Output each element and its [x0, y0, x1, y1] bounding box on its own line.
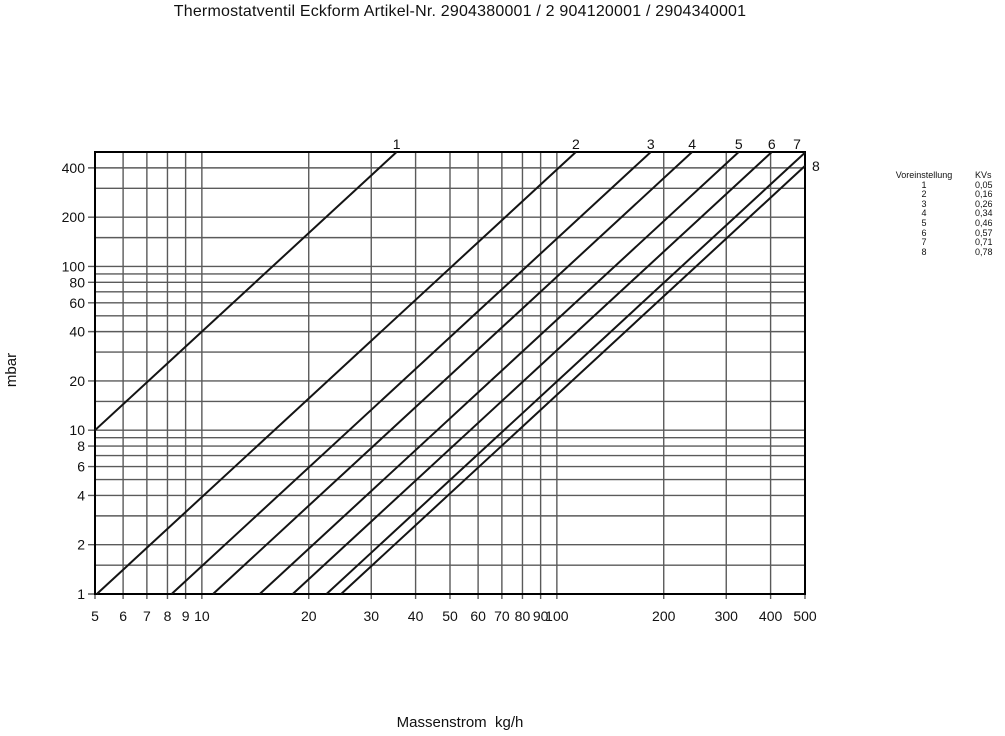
y-tick-label: 20 [69, 372, 85, 389]
x-tick-label: 100 [545, 608, 569, 624]
curve-label-5: 5 [734, 136, 743, 152]
y-tick-label: 200 [61, 209, 85, 226]
legend-kvs-value: 0,46 [975, 217, 993, 228]
x-tick-label: 30 [363, 608, 380, 624]
curve-line-7 [327, 153, 806, 594]
x-axis-title: Massenstrom kg/h [396, 714, 524, 731]
legend-kvs-value: 0,78 [975, 246, 993, 257]
legend-voreinstellung-value: 7 [921, 237, 927, 248]
x-tick-label: 500 [793, 608, 817, 624]
y-tick-label: 1 [77, 586, 85, 602]
legend-kvs-value: 0,16 [975, 189, 993, 200]
legend-voreinstellung-value: 4 [921, 208, 927, 219]
y-axis-title: mbar [3, 352, 20, 388]
legend-kvs-value: 0,26 [975, 198, 993, 209]
curve-line-8 [341, 166, 805, 594]
y-tick-label: 10 [69, 422, 85, 439]
y-tick-label: 8 [77, 438, 85, 455]
legend-kvs-value: 0,57 [975, 227, 993, 238]
x-tick-label: 8 [163, 608, 172, 624]
curve-label-7: 7 [793, 136, 801, 152]
curve-label-8: 8 [812, 157, 820, 174]
y-tick-label: 60 [69, 294, 85, 311]
legend-kvs-value: 0,71 [975, 237, 993, 248]
x-tick-label: 7 [142, 608, 151, 624]
y-tick-label: 400 [61, 159, 85, 176]
x-tick-label: 90 [532, 608, 549, 624]
curve-line-5 [260, 152, 739, 594]
y-tick-label: 80 [69, 274, 85, 291]
legend-table [880, 171, 1005, 257]
curve-label-3: 3 [646, 136, 655, 152]
x-tick-label: 400 [758, 608, 783, 624]
legend-voreinstellung-value: 2 [921, 189, 927, 200]
legend-voreinstellung-value: 8 [921, 246, 927, 257]
curve-line-3 [172, 152, 651, 594]
legend-voreinstellung-value: 6 [921, 227, 927, 238]
x-tick-label: 70 [494, 608, 510, 624]
y-tick-label: 6 [77, 458, 85, 475]
x-tick-label: 5 [91, 608, 99, 624]
x-tick-label: 50 [442, 608, 458, 624]
x-tick-label: 40 [407, 608, 424, 624]
y-tick-label: 4 [77, 487, 85, 504]
chart-title: Thermostatventil Eckform Artikel-Nr. 2904380001 / 2 904120001 / 2904340001 [173, 3, 747, 20]
curve-line-6 [293, 152, 772, 594]
x-tick-label: 6 [119, 608, 128, 624]
legend-header-voreinstellung: Voreinstellung [895, 170, 953, 180]
x-tick-label: 200 [652, 608, 676, 624]
x-tick-label: 20 [300, 608, 317, 624]
curve-line-1 [95, 152, 397, 430]
curve-label-1: 1 [392, 136, 401, 152]
legend-voreinstellung-value: 3 [921, 198, 927, 209]
curve-label-4: 4 [688, 136, 697, 152]
x-tick-label: 60 [470, 608, 486, 624]
x-tick-label: 300 [714, 608, 738, 624]
legend-header-kvs: KVs [975, 170, 992, 180]
x-tick-label: 80 [514, 608, 531, 624]
x-tick-label: 10 [194, 608, 210, 624]
legend-kvs-value: 0,34 [975, 208, 993, 219]
y-tick-label: 100 [61, 258, 85, 275]
x-tick-label: 9 [181, 608, 190, 624]
legend-kvs-value: 0,05 [975, 179, 993, 190]
y-tick-label: 40 [69, 323, 85, 340]
legend-voreinstellung-value: 5 [921, 217, 927, 228]
y-tick-label: 2 [77, 536, 85, 553]
curve-line-4 [213, 152, 692, 594]
curve-label-2: 2 [572, 136, 580, 152]
curve-label-6: 6 [767, 136, 776, 152]
legend-voreinstellung-value: 1 [921, 179, 927, 190]
curve-line-2 [97, 152, 576, 594]
